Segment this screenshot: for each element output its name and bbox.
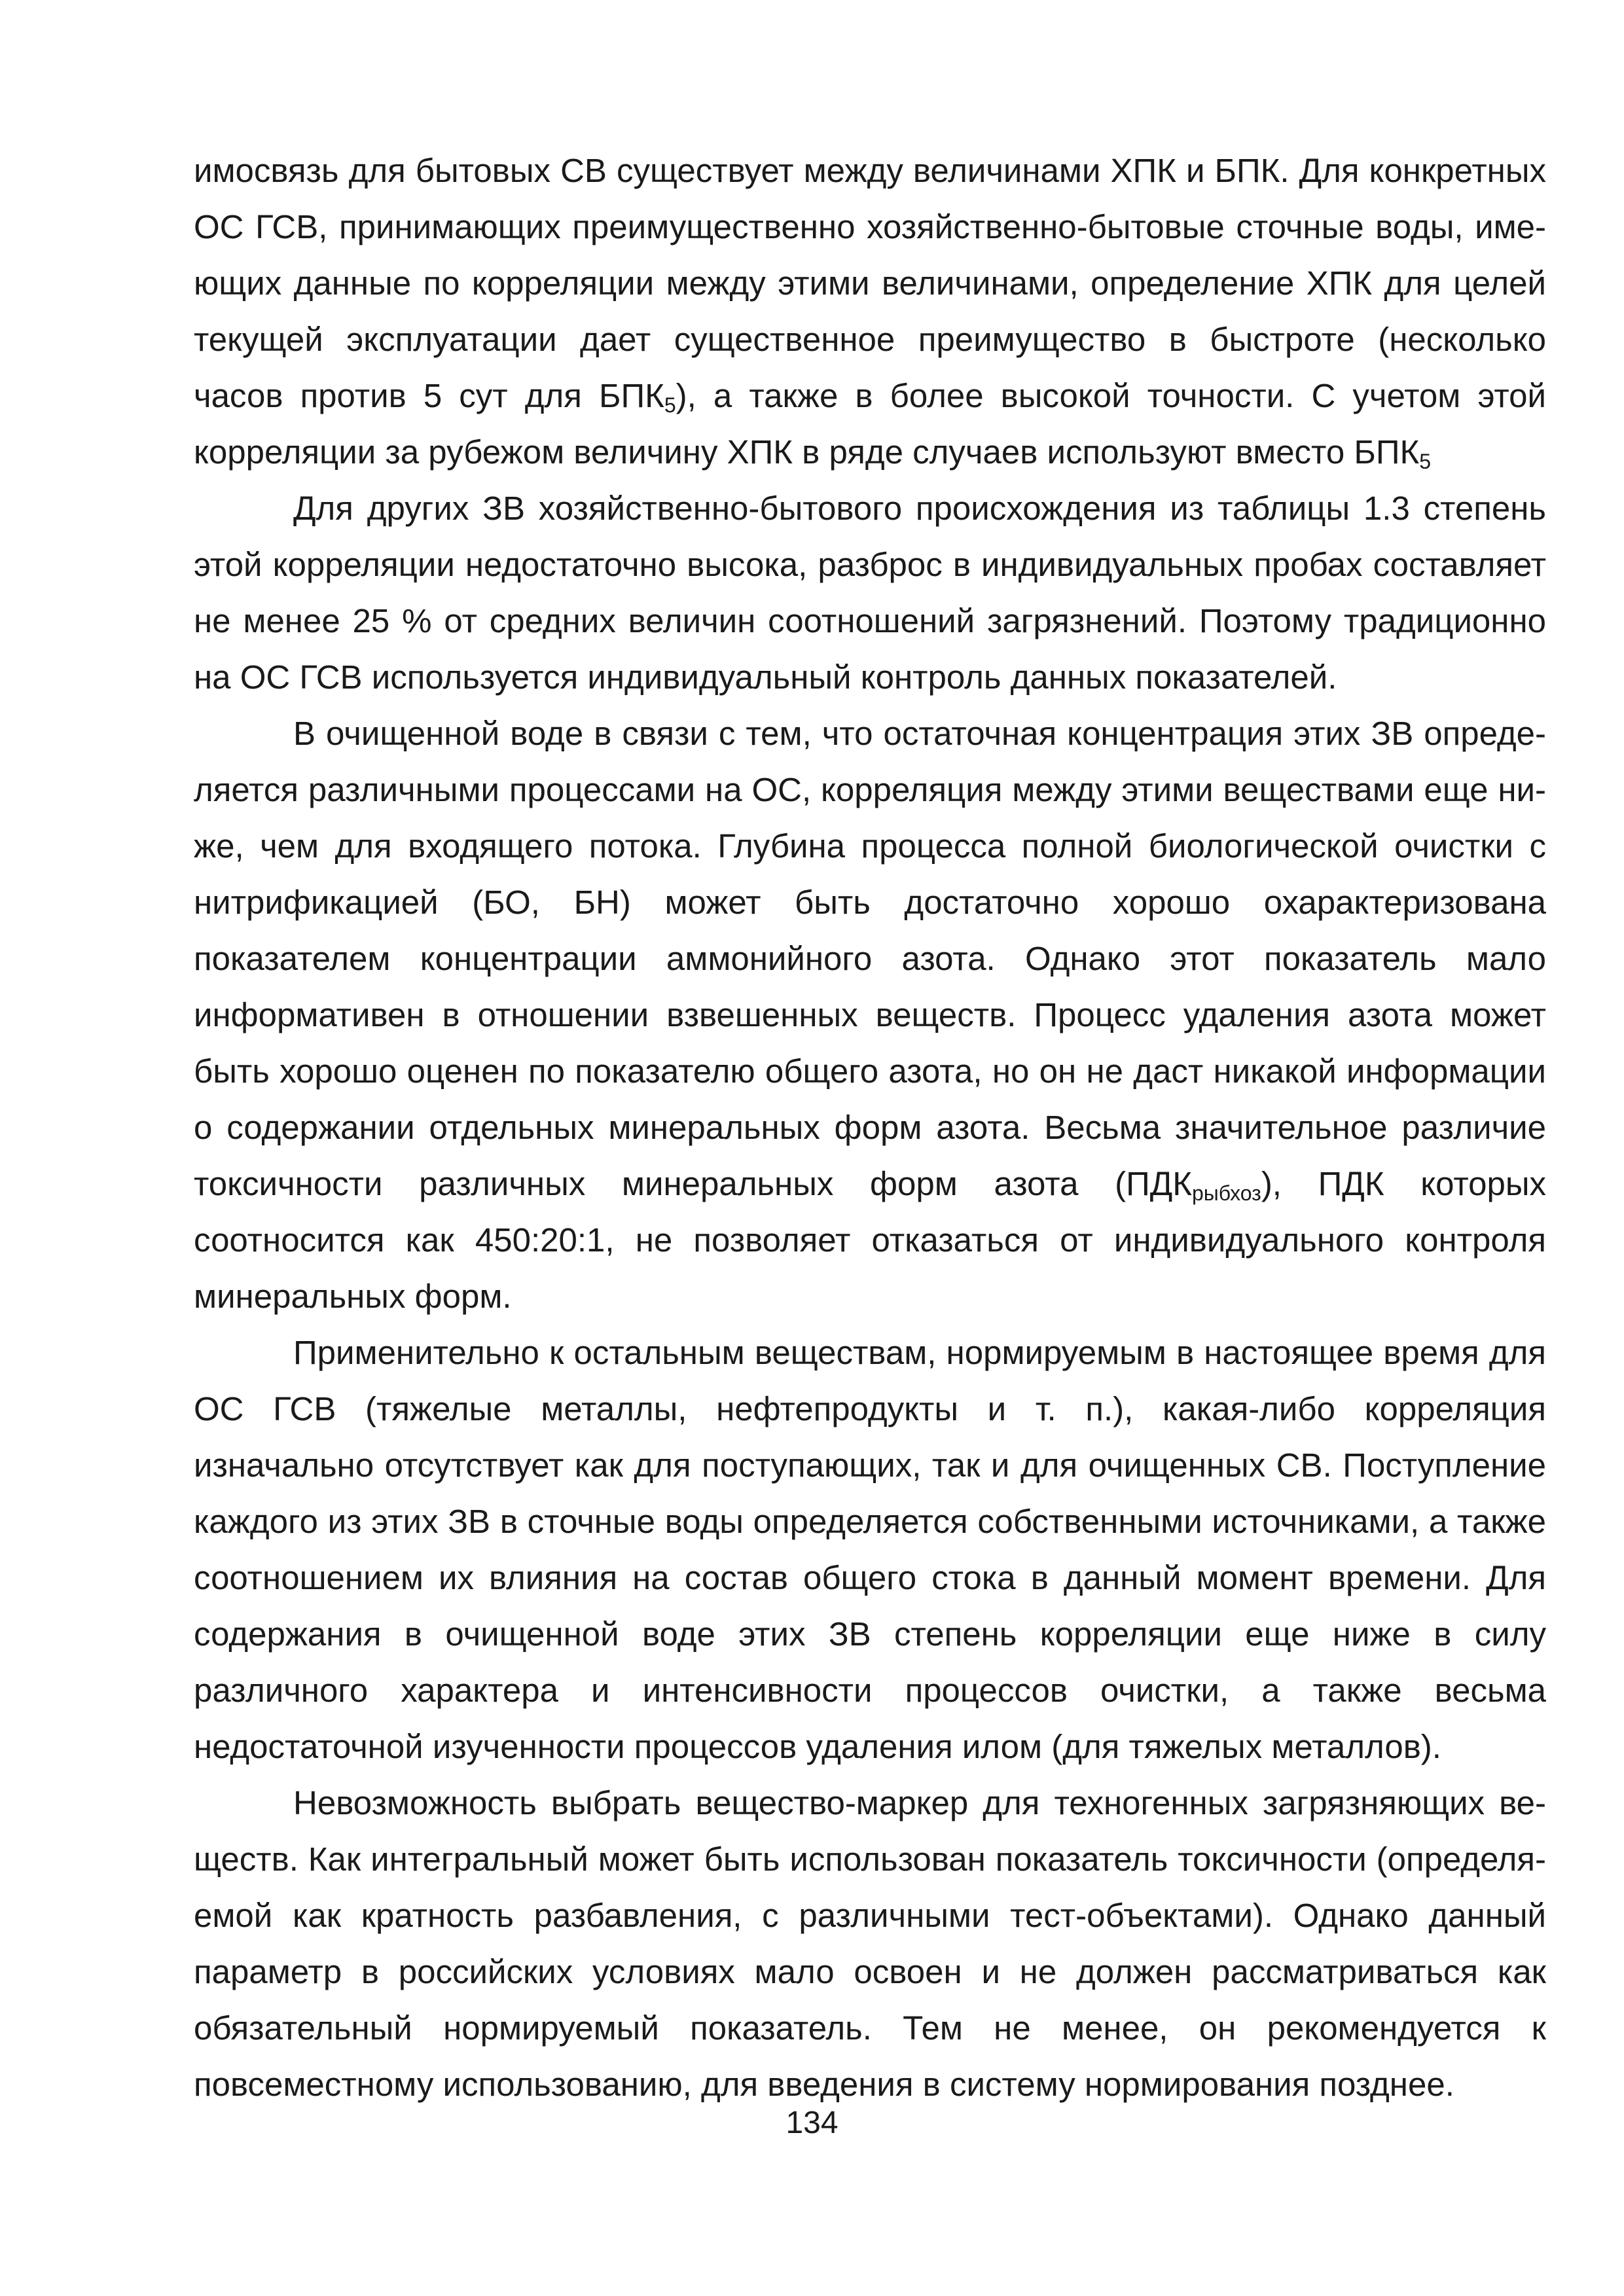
- text-run: ), а также в более высокой точности. С учетом этой корреляции за рубежом величину ХПК в ряде случаев используют вместо БПК: [194, 377, 1546, 471]
- subscript: 5: [664, 393, 676, 417]
- subscript: рыбхоз: [1192, 1181, 1261, 1205]
- subscript: 5: [1419, 450, 1432, 473]
- text-run: Применительно к остальным веществам, нормируемым в настоящее время для ОС ГСВ (тяжелые металлы, нефтепродукты и т. п.), какая-либо корреляция изначально отсутствует как для поступающих, так и для очищенных СВ. Поступление каждого из этих ЗВ в сточные воды определяется собственными источниками, а также соотношением их влияния на состав общего стока в данный момент времени. Для содержания в очищенной воде этих ЗВ степень корреляции еще ниже в силу различного характера и интенсивности процессов очистки, а также весьма недостаточной изученности процессов удаления илом (для тяжелых металлов).: [194, 1334, 1546, 1765]
- body-text: [194, 143, 1546, 2113]
- paragraph: [194, 706, 1546, 1325]
- page-number: 134: [785, 2106, 839, 2140]
- text-run: Невозможность выбрать вещество-маркер для техногенных загрязняющих веществ. Как интегральный может быть использован показатель токсичности (определяемой как кратность разбавления, с различными тест-объектами). Однако данный параметр в российских условиях мало освоен и не должен рассматриваться как обязательный нормируемый показатель. Тем не менее, он рекомендуется к повсеместному использованию, для введения в систему нормирования позднее.: [194, 1784, 1546, 2103]
- text-run: Для других ЗВ хозяйственно-бытового происхождения из таблицы 1.3 степень этой корреляции недостаточно высока, разброс в индивидуальных пробах составляет не менее 25 % от средних величин соотношений загрязнений. Поэтому традиционно на ОС ГСВ используется индивидуальный контроль данных показателей.: [194, 490, 1546, 696]
- paragraph: [194, 480, 1546, 706]
- text-run: ), ПДК которых соотносится как 450:20:1, не позволяет отказаться от индивидуального контроля минеральных форм.: [194, 1165, 1546, 1315]
- text-run: В очищенной воде в связи с тем, что остаточная концентрация этих ЗВ определяется различными процессами на ОС, корреляция между этими веществами еще ниже, чем для входящего потока. Глубина процесса полной биологической очистки с нитрификацией (БО, БН) может быть достаточно хорошо охарактеризована показателем концентрации аммонийного азота. Однако этот показатель мало информативен в отношении взвешенных веществ. Процесс удаления азота может быть хорошо оценен по показателю общего азота, но он не даст никакой информации о содержании отдельных минеральных форм азота. Весьма значительное различие токсичности различных минеральных форм азота (ПДК: [194, 715, 1546, 1202]
- paragraph: [194, 143, 1546, 480]
- paragraph: [194, 1325, 1546, 1775]
- text-run: имосвязь для бытовых СВ существует между величинами ХПК и БПК. Для конкретных ОС ГСВ, принимающих преимущественно хозяйственно-бытовые сточные воды, имеющих данные по корреляции между этими величинами, определение ХПК для целей текущей эксплуатации дает существенное преимущество в быстроте (несколько часов против 5 сут для БПК: [194, 152, 1546, 414]
- paragraph: [194, 1775, 1546, 2113]
